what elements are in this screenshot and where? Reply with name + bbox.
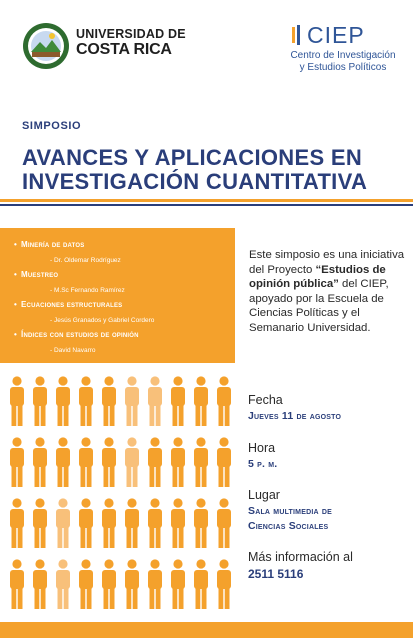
topic-author: - Jesús Granados y Gabriel Cordero: [50, 317, 155, 324]
person-icon: [33, 498, 47, 548]
person-icon: [10, 437, 24, 487]
person-icon: [56, 559, 70, 609]
description-project-name: “Estudios de opinión pública”: [249, 263, 386, 291]
ucr-seal-logo: [22, 22, 70, 70]
event-title: AVANCES Y APLICACIONES EN INVESTIGACIÓN CUANTITATIVA: [22, 145, 368, 194]
topic-author: - David Navarro: [50, 347, 96, 354]
person-icon: [79, 559, 93, 609]
topic-author: - M.Sc Fernando Ramírez: [50, 287, 125, 294]
people-grid-illustration: [6, 375, 234, 613]
person-icon: [194, 498, 208, 548]
person-icon: [33, 559, 47, 609]
phone-number: 2511 5116: [248, 567, 304, 581]
person-icon: [10, 498, 24, 548]
place-value-line2: Ciencias Sociales: [248, 520, 329, 532]
ucr-wordmark: [76, 28, 186, 58]
ciep-subtitle-line1: Centro de Investigación: [290, 50, 396, 61]
event-kicker: SIMPOSIO: [22, 120, 82, 132]
person-icon: [102, 498, 116, 548]
person-icon: [79, 376, 93, 426]
person-icon: [56, 437, 70, 487]
topic-item: [14, 300, 229, 309]
person-icon: [125, 376, 139, 426]
navy-divider: [0, 204, 413, 206]
person-icon: [56, 376, 70, 426]
topic-item: [14, 270, 229, 279]
place-value-line1: Sala multimedia de: [248, 505, 332, 517]
topic-item: [14, 240, 229, 249]
person-icon: [102, 559, 116, 609]
person-icon: [171, 498, 185, 548]
person-icon: [217, 559, 231, 609]
person-icon: [217, 498, 231, 548]
description-text-2: del CIEP, apoyado por la Escuela de Ciencias Políticas y el Semanario Universidad.: [249, 278, 389, 334]
person-icon: [125, 437, 139, 487]
place-label: Lugar: [248, 488, 280, 502]
topic-title: • Índices con estudios de opinión: [14, 330, 229, 339]
person-icon: [194, 437, 208, 487]
date-value: Jueves 11 de agosto: [248, 410, 342, 422]
person-icon: [171, 437, 185, 487]
person-icon: [148, 559, 162, 609]
person-icon: [125, 559, 139, 609]
person-icon: [217, 376, 231, 426]
ucr-line2: COSTA RICA: [76, 40, 172, 58]
person-icon: [102, 376, 116, 426]
person-icon: [171, 559, 185, 609]
person-icon: [56, 498, 70, 548]
person-icon: [194, 559, 208, 609]
person-icon: [102, 437, 116, 487]
person-icon: [10, 559, 24, 609]
topic-item: [14, 330, 229, 339]
person-icon: [33, 376, 47, 426]
person-icon: [217, 437, 231, 487]
person-icon: [79, 437, 93, 487]
person-icon: [79, 498, 93, 548]
person-icon: [125, 498, 139, 548]
topic-author: - Dr. Oldemar Rodríguez: [50, 257, 121, 264]
description-text-1: Este simposio es una iniciativa del Proyecto: [249, 249, 405, 276]
ciep-logo: [287, 24, 399, 46]
time-label: Hora: [248, 441, 276, 455]
ciep-subtitle-line2: y Estudios Políticos: [299, 62, 387, 73]
time-value: 5 p. m.: [248, 458, 278, 470]
person-icon: [148, 437, 162, 487]
person-icon: [33, 437, 47, 487]
topic-title: • Ecuaciones estructurales: [14, 300, 229, 309]
topic-title: • Muestreo: [14, 270, 229, 279]
ucr-line1: UNIVERSIDAD DE: [76, 27, 186, 41]
ciep-subtitle: [287, 50, 399, 74]
bottom-band: [0, 622, 413, 638]
person-icon: [148, 376, 162, 426]
person-icon: [148, 498, 162, 548]
ciep-logo-text: CIEP: [307, 22, 365, 48]
date-label: Fecha: [248, 393, 283, 407]
person-icon: [171, 376, 185, 426]
orange-divider: [0, 199, 413, 202]
person-icon: [194, 376, 208, 426]
more-info-label: Más información al: [248, 550, 353, 564]
ciep-column-icon: [292, 25, 304, 45]
person-icon: [10, 376, 24, 426]
ciep-logo-block: [287, 24, 399, 74]
topics-panel: [0, 228, 235, 363]
event-description: [249, 248, 407, 336]
topic-title: • Minería de datos: [14, 240, 229, 249]
